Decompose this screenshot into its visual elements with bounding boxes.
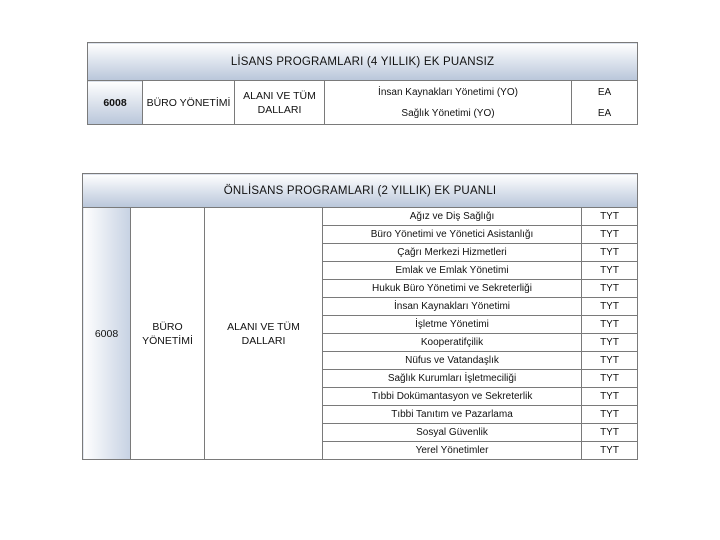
- program-score: TYT: [582, 316, 638, 334]
- lisans-field: ALANI VE TÜM DALLARI: [235, 81, 325, 125]
- program-name: Ağız ve Diş Sağlığı: [323, 208, 582, 226]
- lisans-code: 6008: [88, 81, 143, 125]
- program-name: Sağlık Kurumları İşletmeciliği: [323, 370, 582, 388]
- program-score: TYT: [582, 208, 638, 226]
- program-score: TYT: [582, 370, 638, 388]
- program-name: Kooperatifçilik: [323, 334, 582, 352]
- program-score: TYT: [582, 334, 638, 352]
- program-score: EA: [572, 81, 638, 104]
- onlisans-table: [82, 173, 638, 460]
- program-name: İnsan Kaynakları Yönetimi (YO): [325, 81, 572, 104]
- program-name: İnsan Kaynakları Yönetimi: [323, 298, 582, 316]
- program-score: TYT: [582, 388, 638, 406]
- program-name: Büro Yönetimi ve Yönetici Asistanlığı: [323, 226, 582, 244]
- onlisans-field: ALANI VE TÜM DALLARI: [205, 208, 323, 460]
- program-name: Çağrı Merkezi Hizmetleri: [323, 244, 582, 262]
- program-score: TYT: [582, 406, 638, 424]
- program-name: Nüfus ve Vatandaşlık: [323, 352, 582, 370]
- lisans-title: LİSANS PROGRAMLARI (4 YILLIK) EK PUANSIZ: [88, 43, 638, 81]
- program-score: TYT: [582, 424, 638, 442]
- program-name: Tıbbi Tanıtım ve Pazarlama: [323, 406, 582, 424]
- program-score: TYT: [582, 280, 638, 298]
- program-name: Sosyal Güvenlik: [323, 424, 582, 442]
- program-name: Tıbbi Dokümantasyon ve Sekreterlik: [323, 388, 582, 406]
- program-name: Yerel Yönetimler: [323, 442, 582, 460]
- onlisans-unit: BÜRO YÖNETİMİ: [131, 208, 205, 460]
- program-score: TYT: [582, 226, 638, 244]
- lisans-table: [87, 42, 638, 125]
- onlisans-code: 6008: [83, 208, 131, 460]
- program-name: İşletme Yönetimi: [323, 316, 582, 334]
- program-name: Emlak ve Emlak Yönetimi: [323, 262, 582, 280]
- program-score: TYT: [582, 262, 638, 280]
- program-score: TYT: [582, 298, 638, 316]
- lisans-unit: BÜRO YÖNETİMİ: [143, 81, 235, 125]
- program-score: TYT: [582, 442, 638, 460]
- program-name: Hukuk Büro Yönetimi ve Sekreterliği: [323, 280, 582, 298]
- program-score: TYT: [582, 244, 638, 262]
- program-name: Sağlık Yönetimi (YO): [325, 104, 572, 125]
- program-score: TYT: [582, 352, 638, 370]
- onlisans-title: ÖNLİSANS PROGRAMLARI (2 YILLIK) EK PUANLI: [83, 174, 638, 208]
- program-score: EA: [572, 104, 638, 125]
